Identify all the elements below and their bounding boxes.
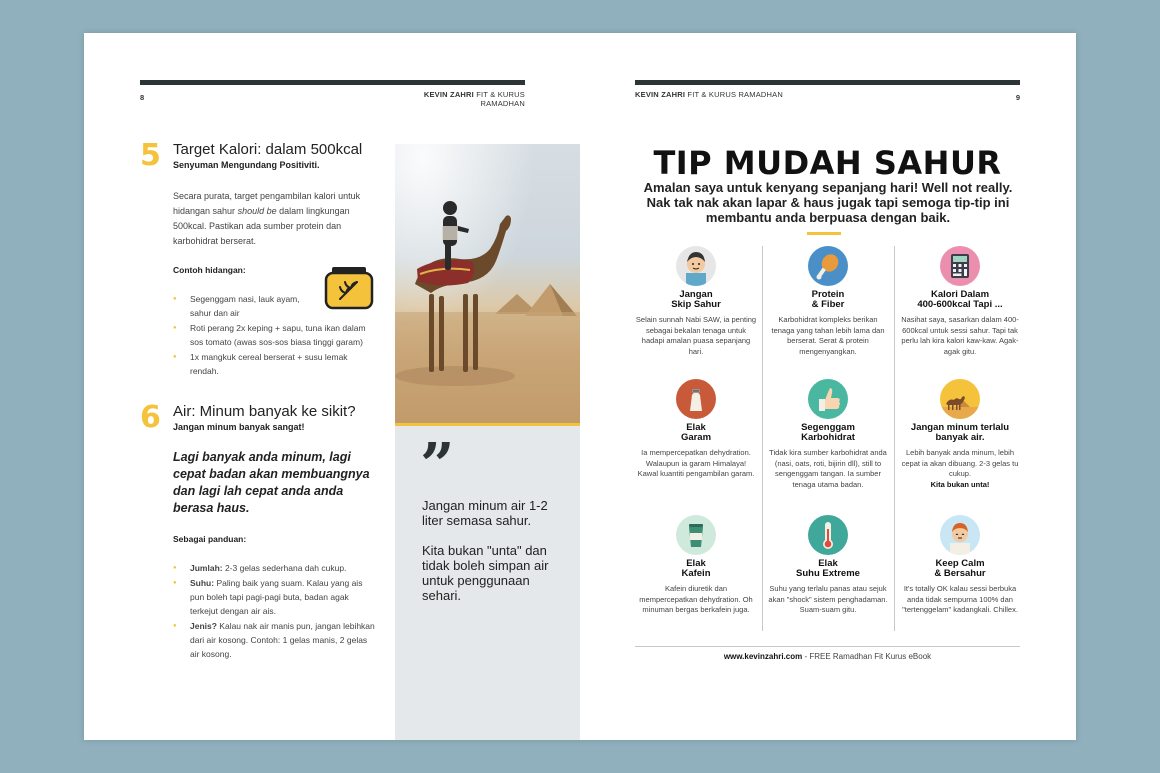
section-6-highlight: Lagi banyak anda minum, lagi cepat badan akan membuangnya dan lagi lah cepat anda anda berasa haus. (173, 450, 370, 515)
tip-title: Keep Calm & Bersahur (934, 558, 986, 579)
left-page-number: 8 (140, 93, 145, 102)
left-running-header (381, 90, 525, 108)
ebook-spread (84, 33, 1076, 740)
list-item (173, 576, 378, 618)
example-label: Contoh hidangan: (173, 265, 246, 275)
intro-text: Amalan saya untuk kenyang sepanjang hari! Well not really. Nak tak nak akan lapar & haus jugak tapi semoga tip-tip ini membantu anda berpuasa dengan baik. (643, 180, 1013, 225)
tip-skip-sahur (635, 246, 757, 357)
tip-desc: Ia mempercepatkan dehydration. Walaupun ia garam Himalaya! Kawal kuantiti pengambilan garam. (637, 448, 755, 478)
tip-desc: It's totally OK kalau sessi berbuka anda tidak sempurna 100% dan "tertenggelam" kadangkali. Chillex. (902, 584, 1018, 614)
calculator-icon (940, 246, 980, 286)
title-underline (807, 232, 841, 235)
para-emphasis: should be (237, 206, 277, 216)
section-6-number: 6 (140, 400, 161, 435)
page-footer (635, 652, 1020, 661)
pull-quote-text: Jangan minum air 1-2 liter semasa sahur. Kita bukan "unta" dan tidak boleh simpan air untuk penggunaan sehari. (422, 498, 549, 603)
guide-list (173, 561, 378, 661)
salt-shaker-icon (676, 379, 716, 419)
list-item: ● Segenggam nasi, lauk ayam, sahur dan air (173, 292, 313, 320)
tip-title: Segenggam Karbohidrat (801, 422, 855, 443)
right-page-number: 9 (1015, 93, 1020, 102)
header-book-title: FIT & KURUS RAMADHAN (687, 90, 783, 99)
para-text-1: Secara purata, target pengambilan kalori untuk hidangan sahur (173, 191, 361, 216)
section-6-title: Air: Minum banyak ke sikit? (173, 403, 356, 420)
tip-desc: Tidak kira sumber karbohidrat anda (nasi, oats, roti, bijirin dll), still to sengenggam tangan. Ia sumber tenaga utama badan. (769, 448, 887, 489)
right-header-bar (635, 80, 1020, 85)
tip-desc: Suhu yang terlalu panas atau sejuk akan "shock" sistem penghadaman. Suam-suam gitu. (768, 584, 888, 614)
tip-elak-garam (635, 379, 757, 480)
tip-title: Jangan minum terlalu banyak air. (910, 422, 1010, 443)
chicken-leg-icon (808, 246, 848, 286)
para-text-2: dalam lingkungan 500kcal. Pastikan ada sumber protein dan karbohidrat berserat. (173, 206, 350, 246)
quote-mark-icon: ” (420, 431, 455, 501)
guide-text: Kalau nak air manis pun, jangan lebihkan dari air kosong. Contoh: 1 gelas manis, 2 gelas air kosong. (190, 621, 375, 659)
tip-title: Protein & Fiber (811, 289, 845, 310)
left-header-bar (140, 80, 525, 85)
guide-term: Jumlah: (190, 563, 223, 573)
camel-pyramids-photo (395, 144, 580, 425)
calm-person-icon (940, 515, 980, 555)
thermometer-icon (808, 515, 848, 555)
tip-desc: Nasihat saya, sasarkan dalam 400-600kcal untuk sessi sahur. Tapi tak perlu lah kira kalori kaw-kaw. Agak-agak gitu. (901, 315, 1019, 356)
guide-text: 2-3 gelas sederhana dah cukup. (222, 563, 347, 573)
footer-text: - FREE Ramadhan Fit Kurus eBook (802, 652, 932, 661)
guide-term: Jenis? (190, 621, 217, 631)
tip-minum-air (899, 379, 1021, 490)
tip-kalori (899, 246, 1021, 357)
camel-icon (940, 379, 980, 419)
tip-desc: Kafein diuretik dan mempercepatkan dehydration. Oh minuman bergas berkafein juga. (639, 584, 753, 614)
tip-suhu-extreme (767, 515, 889, 616)
list-item: ● Roti perang 2x keping + sapu, tuna ikan dalam sos tomato (awas sos-sos biasa tinggi garam) (173, 321, 368, 349)
section-5-number: 5 (140, 138, 161, 173)
list-item: ● 1x mangkuk cereal berserat + susu lemak rendah. (173, 350, 368, 378)
page-title: TIP MUDAH SAHUR (653, 144, 1002, 182)
tip-title: Kalori Dalam 400-600kcal Tapi ... (917, 289, 1003, 310)
section-5-subtitle: Senyuman Mengundang Positiviti. (173, 160, 320, 170)
list-item (173, 619, 378, 661)
footer-divider (635, 646, 1020, 647)
coffee-cup-icon (676, 515, 716, 555)
tip-desc: Karbohidrat kompleks berikan tenaga yang tahan lebih lama dan berserat. Serat & protein mengenyangkan. (771, 315, 885, 356)
hand-icon (808, 379, 848, 419)
header-author: KEVIN ZAHRI (635, 90, 686, 99)
footer-url[interactable]: www.kevinzahri.com (723, 652, 803, 661)
tip-desc-text: Lebih banyak anda minum, lebih cepat ia akan dibuang. 2-3 gelas tu cukup. (901, 448, 1019, 478)
section-6-subtitle: Jangan minum banyak sangat! (173, 422, 305, 432)
tip-keep-calm (899, 515, 1021, 616)
guide-term: Suhu: (190, 578, 215, 588)
right-running-header (635, 90, 783, 99)
person-icon (676, 246, 716, 286)
column-divider (762, 246, 763, 631)
header-author: KEVIN ZAHRI (423, 90, 474, 99)
column-divider (894, 246, 895, 631)
tip-protein-fiber (767, 246, 889, 357)
tip-segenggam (767, 379, 889, 490)
tip-title: Elak Kafein (681, 558, 711, 579)
guide-text: Paling baik yang suam. Kalau yang ais pun boleh tapi pagi-pagi buta, badan agak terkejut dengan air ais. (190, 578, 363, 616)
header-book-title: FIT & KURUS RAMADHAN (476, 90, 525, 108)
tip-title: Elak Suhu Extreme (796, 558, 860, 579)
guide-label: Sebagai panduan: (173, 534, 247, 544)
section-5-title: Target Kalori: dalam 500kcal (173, 141, 363, 158)
tip-elak-kafein (635, 515, 757, 616)
tip-desc: Selain sunnah Nabi SAW, ia penting sebagai bekalan tenaga untuk hadapi amalan puasa sepanjang hari. (635, 315, 757, 356)
section-5-paragraph (173, 189, 378, 249)
tip-title: Elak Garam (680, 422, 712, 443)
list-item (173, 561, 378, 575)
tip-title: Jangan Skip Sahur (671, 289, 721, 310)
pull-quote-panel (395, 426, 580, 740)
tip-desc-bold: Kita bukan unta! (930, 479, 990, 489)
example-list (173, 292, 368, 378)
tip-desc (899, 448, 1021, 490)
